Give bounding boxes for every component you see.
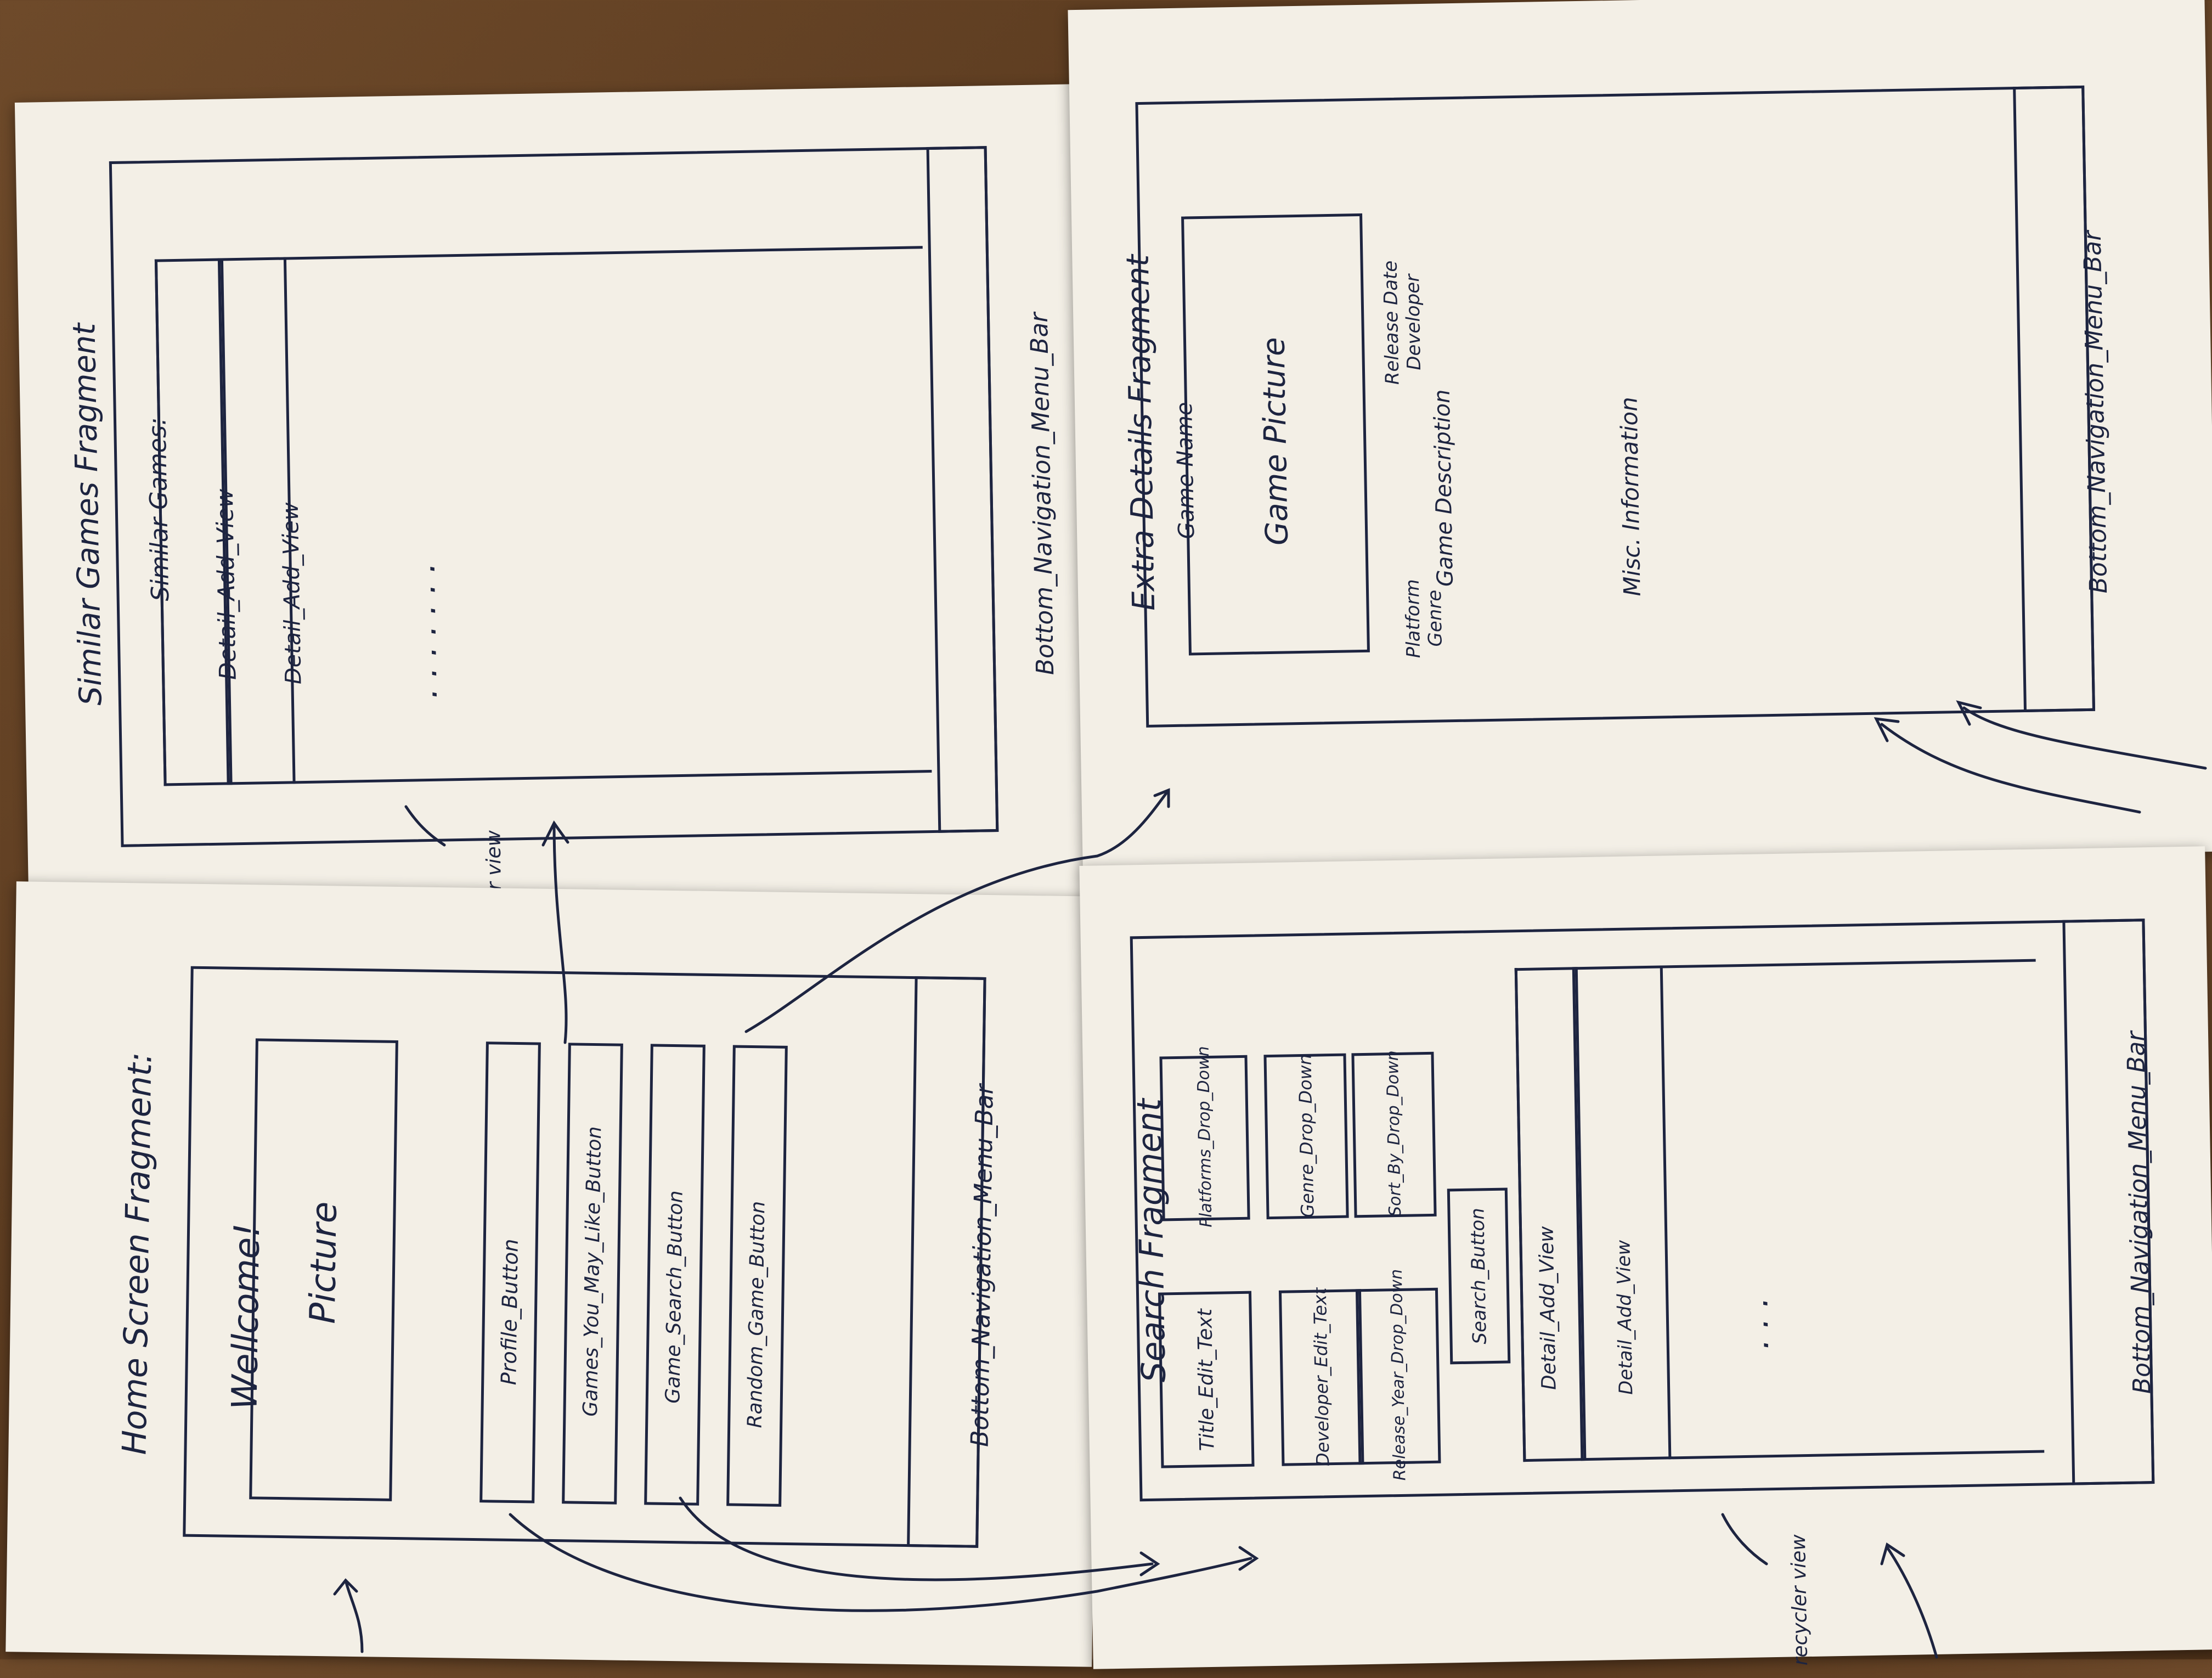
- fragment-title: Search Fragment: [1130, 1098, 1173, 1383]
- detail-add-view-2: Detail_Add_View: [1612, 1240, 1638, 1395]
- detail-add-view-1: Detail_Add_View: [211, 488, 241, 680]
- arrow-extra-back: [1964, 708, 2205, 768]
- random-game-label: Random_Game_Button: [743, 1201, 770, 1428]
- recycler-view-label: recycler view: [1787, 1534, 1813, 1666]
- sort-by-drop-down-label: Sort_By_Drop_Down: [1383, 1050, 1406, 1217]
- title-edit-text-label: Title_Edit_Text: [1194, 1308, 1219, 1451]
- developer-edit-text-label: Developer_Edit_Text: [1309, 1287, 1334, 1467]
- detail-add-view-1: Detail_Add_View: [1535, 1226, 1561, 1390]
- ellipsis: . . .: [1737, 1297, 1776, 1350]
- search-button-label: Search_Button: [1466, 1207, 1491, 1344]
- ellipsis: . . . . . . .: [404, 562, 445, 699]
- bottom-nav-label: Bottom_Navigation_Menu_Bar: [1025, 312, 1060, 675]
- arrow-head: [1959, 702, 1980, 724]
- game-description: Game Description: [1429, 389, 1458, 587]
- platform: Platform: [1401, 579, 1425, 658]
- arrow-games-like-to-similar: [554, 823, 566, 1043]
- detail-add-view-2: Detail_Add_View: [278, 502, 307, 685]
- arrow-bottom-left: [346, 1580, 362, 1652]
- release-year-drop-down-label: Release_Year_Drop_Down: [1386, 1269, 1410, 1481]
- misc-information: Misc. Information: [1615, 396, 1646, 597]
- arrow-search-btn-to-search: [680, 1498, 1152, 1580]
- arrow-search-to-extra: [1882, 724, 2140, 812]
- arrow-head: [335, 1580, 357, 1594]
- platforms-drop-down-label: Platforms_Drop_Down: [1193, 1046, 1216, 1228]
- game-name: Game Name: [1171, 402, 1200, 539]
- games-you-may-like-label: Games_You_May_Like_Button: [579, 1126, 606, 1417]
- fragment-title: Home Screen Fragment:: [115, 1051, 160, 1455]
- fragment-title: Similar Games Fragment: [66, 323, 109, 706]
- picture-label: Picture: [302, 1201, 345, 1325]
- bottom-nav-label: Bottom_Navigation_Menu_Bar: [2078, 230, 2113, 594]
- game-search-label: Game_Search_Button: [662, 1190, 687, 1404]
- bottom-nav-label: Bottom_Navigation_Menu_Bar: [966, 1084, 999, 1448]
- arrow-random-to-extra: [746, 790, 1169, 1032]
- release-date: Release Date: [1379, 260, 1404, 385]
- profile-button-label: Profile_Button: [496, 1238, 523, 1386]
- developer: Developer: [1401, 274, 1426, 371]
- fragment-title: Extra Details Fragment: [1120, 254, 1163, 611]
- bottom-nav-label: Bottom_Navigation_Menu_Bar: [2121, 1031, 2157, 1394]
- arrow-profile-to-search: [510, 1514, 1251, 1611]
- arrow-search-bottom: [1887, 1547, 1937, 1657]
- recycler-pointer-top: [406, 807, 444, 845]
- similar-games-header: Similar Games:: [143, 417, 175, 602]
- game-picture: Game Picture: [1256, 336, 1296, 546]
- genre: Genre: [1424, 589, 1447, 647]
- genre-drop-down-label: Genre_Drop_Down: [1294, 1054, 1318, 1218]
- recycler-pointer-bottom: [1723, 1514, 1767, 1564]
- welcome-text: Wellcome!: [224, 1223, 268, 1410]
